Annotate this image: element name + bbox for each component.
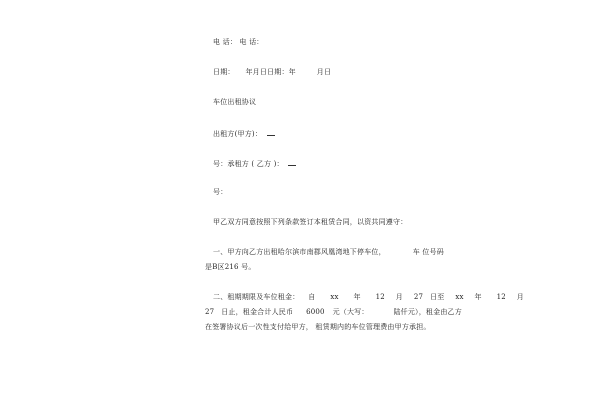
lessee-blank xyxy=(288,158,296,166)
clause2-text-2d: 元（大写： xyxy=(332,308,369,316)
clause2-text-g: 27 xyxy=(413,293,424,301)
clause2-text-2b: 日止，租金合计人民币 xyxy=(221,308,294,316)
clause2-line2 xyxy=(205,308,462,317)
clause2-text-c: xx xyxy=(330,293,339,301)
clause2-text-f: 月 xyxy=(395,293,403,301)
date-label: 日期： xyxy=(213,68,235,76)
lessor-line xyxy=(213,128,275,139)
lessee-line xyxy=(213,158,296,169)
clause2-text-d: 年 xyxy=(353,293,361,301)
clause2-text-l: 月 xyxy=(516,293,524,301)
clause2-text-k: 12 xyxy=(496,293,506,301)
clause1-line2 xyxy=(205,263,256,272)
number-line xyxy=(213,188,227,197)
intro-text: 甲乙双方同意按照下列条款签订本租赁合同，以资共同遵守： xyxy=(213,218,408,226)
clause2-text-2e: 陆仟元），租金由乙方 xyxy=(393,308,462,316)
clause1-text-b: 车 位号码 xyxy=(412,248,444,256)
lessor-label: 出租方(甲方)： xyxy=(213,130,263,138)
date-text-1: 年月日日期：年 xyxy=(245,68,296,76)
clause2-text-b: 自 xyxy=(308,293,316,301)
clause2-text-2c: 6000 xyxy=(306,308,325,316)
clause2-text-3: 在签署协议后一次性支付给甲方， 租赁期内的车位管理费由甲方承担。 xyxy=(205,323,431,331)
lessee-label: 号：承租方 ( 乙方 )： xyxy=(213,160,284,168)
date-line xyxy=(213,68,331,77)
title-text: 车位出租协议 xyxy=(213,98,257,106)
clause2-text-2a: 27 xyxy=(205,308,215,316)
clause2-line1 xyxy=(213,293,524,302)
number-label: 号： xyxy=(213,188,228,196)
lessor-blank xyxy=(267,128,275,136)
clause2-text-a: 二、租期期限及车位租金： xyxy=(213,293,300,301)
phone-text: 电 话： 电 话： xyxy=(213,38,264,46)
clause1-line1 xyxy=(213,248,444,257)
intro-paragraph xyxy=(213,218,407,227)
clause2-text-h: 日至 xyxy=(430,293,445,301)
clause2-text-j: 年 xyxy=(474,293,482,301)
clause1-text-2: 是B区216 号。 xyxy=(205,263,256,271)
phone-line xyxy=(213,38,263,47)
document-title xyxy=(213,98,256,107)
clause1-text-a: 一、甲方向乙方出租哈尔滨市南郡风凰湾地下停车位， xyxy=(213,248,386,256)
clause2-line3 xyxy=(205,323,431,332)
clause2-text-i: xx xyxy=(455,293,464,301)
clause2-text-e: 12 xyxy=(375,293,385,301)
date-text-2: 月日 xyxy=(316,68,332,76)
